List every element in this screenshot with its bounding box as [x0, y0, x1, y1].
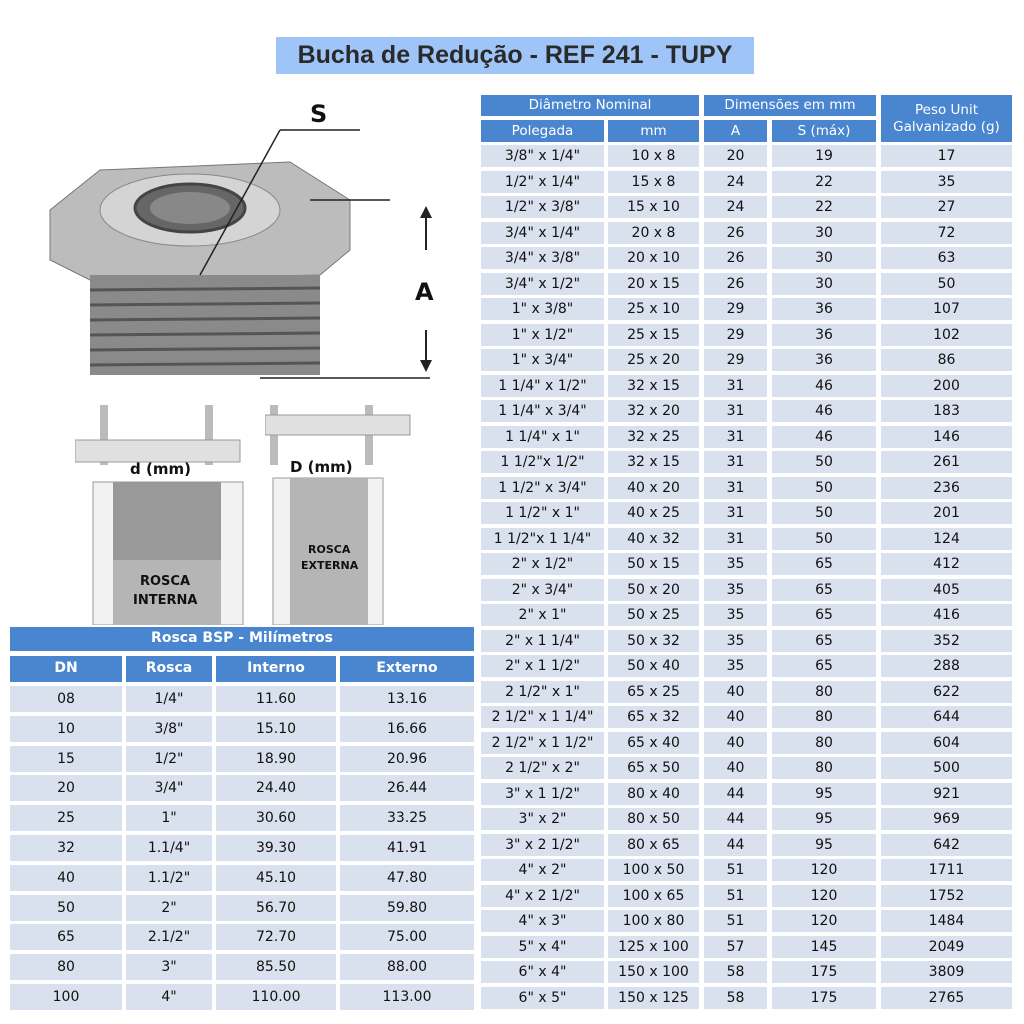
cell-rosca: 2" — [126, 895, 212, 921]
cell-s-max: 46 — [772, 426, 876, 448]
header-mm: mm — [608, 120, 699, 142]
cell-s-max: 46 — [772, 375, 876, 397]
cell-a: 58 — [704, 961, 767, 983]
cell-peso: 642 — [881, 834, 1012, 856]
cell-mm: 65 x 32 — [608, 706, 699, 728]
cell-polegada: 2 1/2" x 1 1/4" — [481, 706, 604, 728]
cell-a: 44 — [704, 834, 767, 856]
cell-mm: 100 x 50 — [608, 859, 699, 881]
cell-dn: 40 — [10, 865, 122, 891]
cell-peso: 183 — [881, 400, 1012, 422]
cell-peso: 201 — [881, 502, 1012, 524]
cell-interno: 24.40 — [216, 775, 336, 801]
cell-a: 26 — [704, 247, 767, 269]
cell-polegada: 3" x 1 1/2" — [481, 783, 604, 805]
header-externo: Externo — [340, 656, 474, 682]
cell-polegada: 1 1/4" x 3/4" — [481, 400, 604, 422]
cell-a: 29 — [704, 298, 767, 320]
cell-peso: 352 — [881, 630, 1012, 652]
cell-peso: 35 — [881, 171, 1012, 193]
cell-externo: 88.00 — [340, 954, 474, 980]
cell-peso: 416 — [881, 604, 1012, 626]
cell-polegada: 1 1/4" x 1" — [481, 426, 604, 448]
cell-a: 35 — [704, 655, 767, 677]
cell-s-max: 30 — [772, 222, 876, 244]
cell-polegada: 6" x 4" — [481, 961, 604, 983]
cell-s-max: 36 — [772, 298, 876, 320]
cell-s-max: 30 — [772, 273, 876, 295]
cell-dn: 80 — [10, 954, 122, 980]
cell-mm: 65 x 25 — [608, 681, 699, 703]
cell-interno: 15.10 — [216, 716, 336, 742]
cell-polegada: 3" x 2" — [481, 808, 604, 830]
cell-peso: 1752 — [881, 885, 1012, 907]
cell-a: 31 — [704, 426, 767, 448]
cell-a: 44 — [704, 808, 767, 830]
cell-polegada: 2 1/2" x 1" — [481, 681, 604, 703]
cell-a: 51 — [704, 910, 767, 932]
cell-mm: 80 x 65 — [608, 834, 699, 856]
cell-s-max: 65 — [772, 655, 876, 677]
cell-externo: 13.16 — [340, 686, 474, 712]
cell-mm: 20 x 15 — [608, 273, 699, 295]
cell-a: 26 — [704, 222, 767, 244]
cell-peso: 102 — [881, 324, 1012, 346]
cell-mm: 20 x 10 — [608, 247, 699, 269]
cell-mm: 32 x 25 — [608, 426, 699, 448]
cell-s-max: 30 — [772, 247, 876, 269]
cell-polegada: 3/4" x 3/8" — [481, 247, 604, 269]
cell-s-max: 95 — [772, 834, 876, 856]
cell-s-max: 145 — [772, 936, 876, 958]
cell-externo: 59.80 — [340, 895, 474, 921]
cell-interno: 56.70 — [216, 895, 336, 921]
cell-peso: 644 — [881, 706, 1012, 728]
cell-peso: 50 — [881, 273, 1012, 295]
cell-a: 35 — [704, 604, 767, 626]
cell-rosca: 1/4" — [126, 686, 212, 712]
cell-dn: 32 — [10, 835, 122, 861]
cell-mm: 150 x 100 — [608, 961, 699, 983]
cell-externo: 20.96 — [340, 746, 474, 772]
cell-interno: 39.30 — [216, 835, 336, 861]
cell-interno: 110.00 — [216, 984, 336, 1010]
cell-mm: 50 x 15 — [608, 553, 699, 575]
cell-mm: 10 x 8 — [608, 145, 699, 167]
cell-a: 44 — [704, 783, 767, 805]
cell-polegada: 1 1/4" x 1/2" — [481, 375, 604, 397]
cell-a: 40 — [704, 757, 767, 779]
cell-a: 40 — [704, 732, 767, 754]
cell-a: 31 — [704, 502, 767, 524]
cell-s-max: 50 — [772, 528, 876, 550]
cell-dn: 25 — [10, 805, 122, 831]
cell-s-max: 65 — [772, 630, 876, 652]
cell-interno: 11.60 — [216, 686, 336, 712]
cell-a: 35 — [704, 553, 767, 575]
cell-rosca: 1.1/2" — [126, 865, 212, 891]
cell-a: 31 — [704, 477, 767, 499]
header-diametro-nominal: Diâmetro Nominal — [481, 95, 699, 116]
cell-mm: 80 x 40 — [608, 783, 699, 805]
cell-a: 29 — [704, 324, 767, 346]
cell-peso: 200 — [881, 375, 1012, 397]
bsp-table-title: Rosca BSP - Milímetros — [10, 627, 474, 651]
cell-s-max: 95 — [772, 783, 876, 805]
cell-mm: 50 x 25 — [608, 604, 699, 626]
cell-polegada: 1" x 1/2" — [481, 324, 604, 346]
cell-rosca: 4" — [126, 984, 212, 1010]
cell-peso: 2765 — [881, 987, 1012, 1009]
cell-polegada: 2" x 1 1/2" — [481, 655, 604, 677]
cell-peso: 107 — [881, 298, 1012, 320]
cell-a: 51 — [704, 885, 767, 907]
cell-polegada: 2" x 1" — [481, 604, 604, 626]
cell-mm: 25 x 10 — [608, 298, 699, 320]
cell-polegada: 2" x 1 1/4" — [481, 630, 604, 652]
cell-a: 40 — [704, 706, 767, 728]
cell-mm: 32 x 15 — [608, 375, 699, 397]
cell-s-max: 50 — [772, 502, 876, 524]
cell-a: 20 — [704, 145, 767, 167]
cell-peso: 72 — [881, 222, 1012, 244]
cell-mm: 50 x 20 — [608, 579, 699, 601]
cell-rosca: 1" — [126, 805, 212, 831]
cell-a: 35 — [704, 630, 767, 652]
cell-s-max: 80 — [772, 732, 876, 754]
cell-mm: 25 x 15 — [608, 324, 699, 346]
cell-mm: 50 x 40 — [608, 655, 699, 677]
cell-dn: 15 — [10, 746, 122, 772]
cell-dn: 65 — [10, 924, 122, 950]
cell-polegada: 1/2" x 3/8" — [481, 196, 604, 218]
cell-peso: 969 — [881, 808, 1012, 830]
cell-s-max: 80 — [772, 681, 876, 703]
cell-s-max: 46 — [772, 400, 876, 422]
header-dimensoes: Dimensões em mm — [704, 95, 876, 116]
header-s: S (máx) — [772, 120, 876, 142]
cell-rosca: 2.1/2" — [126, 924, 212, 950]
cell-polegada: 2" x 1/2" — [481, 553, 604, 575]
cell-a: 58 — [704, 987, 767, 1009]
cell-polegada: 1 1/2" x 3/4" — [481, 477, 604, 499]
s-dimension-label: S — [310, 100, 328, 128]
cell-dn: 100 — [10, 984, 122, 1010]
cell-a: 29 — [704, 349, 767, 371]
cell-a: 51 — [704, 859, 767, 881]
cell-interno: 30.60 — [216, 805, 336, 831]
cell-polegada: 3/8" x 1/4" — [481, 145, 604, 167]
cell-polegada: 2" x 3/4" — [481, 579, 604, 601]
cell-peso: 63 — [881, 247, 1012, 269]
header-a: A — [704, 120, 767, 142]
rosca-externa-label-2: EXTERNA — [301, 559, 359, 572]
cell-mm: 150 x 125 — [608, 987, 699, 1009]
cell-peso: 261 — [881, 451, 1012, 473]
cell-a: 26 — [704, 273, 767, 295]
cell-interno: 45.10 — [216, 865, 336, 891]
cell-a: 57 — [704, 936, 767, 958]
cell-rosca: 1.1/4" — [126, 835, 212, 861]
cell-externo: 26.44 — [340, 775, 474, 801]
cell-polegada: 4" x 3" — [481, 910, 604, 932]
cell-a: 31 — [704, 528, 767, 550]
cell-mm: 125 x 100 — [608, 936, 699, 958]
cell-a: 24 — [704, 171, 767, 193]
cell-mm: 50 x 32 — [608, 630, 699, 652]
cell-peso: 2049 — [881, 936, 1012, 958]
a-dimension-label: A — [415, 278, 434, 306]
cell-peso: 86 — [881, 349, 1012, 371]
cell-a: 40 — [704, 681, 767, 703]
cell-rosca: 3" — [126, 954, 212, 980]
cell-polegada: 4" x 2 1/2" — [481, 885, 604, 907]
cell-mm: 15 x 8 — [608, 171, 699, 193]
d-external-label: D (mm) — [290, 458, 353, 476]
cell-mm: 40 x 20 — [608, 477, 699, 499]
cell-s-max: 22 — [772, 171, 876, 193]
cell-s-max: 22 — [772, 196, 876, 218]
header-dn: DN — [10, 656, 122, 682]
cell-externo: 47.80 — [340, 865, 474, 891]
cell-mm: 80 x 50 — [608, 808, 699, 830]
cell-polegada: 1" x 3/4" — [481, 349, 604, 371]
cell-polegada: 6" x 5" — [481, 987, 604, 1009]
cell-s-max: 36 — [772, 349, 876, 371]
cell-polegada: 5" x 4" — [481, 936, 604, 958]
cell-polegada: 3/4" x 1/4" — [481, 222, 604, 244]
cell-polegada: 1" x 3/8" — [481, 298, 604, 320]
cell-s-max: 95 — [772, 808, 876, 830]
cell-s-max: 19 — [772, 145, 876, 167]
cell-peso: 288 — [881, 655, 1012, 677]
cell-s-max: 175 — [772, 987, 876, 1009]
cell-peso: 622 — [881, 681, 1012, 703]
cell-mm: 20 x 8 — [608, 222, 699, 244]
cell-externo: 113.00 — [340, 984, 474, 1010]
cell-externo: 41.91 — [340, 835, 474, 861]
cell-mm: 40 x 32 — [608, 528, 699, 550]
cell-s-max: 175 — [772, 961, 876, 983]
cell-s-max: 120 — [772, 910, 876, 932]
internal-thread-diagram — [75, 400, 255, 625]
cell-s-max: 65 — [772, 579, 876, 601]
cell-dn: 20 — [10, 775, 122, 801]
cell-s-max: 50 — [772, 451, 876, 473]
cell-polegada: 4" x 2" — [481, 859, 604, 881]
cell-polegada: 2 1/2" x 1 1/2" — [481, 732, 604, 754]
cell-a: 31 — [704, 400, 767, 422]
cell-s-max: 80 — [772, 757, 876, 779]
cell-interno: 18.90 — [216, 746, 336, 772]
cell-polegada: 3/4" x 1/2" — [481, 273, 604, 295]
cell-s-max: 65 — [772, 553, 876, 575]
cell-mm: 32 x 20 — [608, 400, 699, 422]
cell-dn: 50 — [10, 895, 122, 921]
header-rosca: Rosca — [126, 656, 212, 682]
cell-s-max: 36 — [772, 324, 876, 346]
cell-peso: 921 — [881, 783, 1012, 805]
cell-interno: 72.70 — [216, 924, 336, 950]
cell-peso: 405 — [881, 579, 1012, 601]
cell-peso: 3809 — [881, 961, 1012, 983]
cell-peso: 412 — [881, 553, 1012, 575]
header-peso: Peso Unit Galvanizado (g) — [881, 95, 1012, 142]
cell-interno: 85.50 — [216, 954, 336, 980]
cell-mm: 40 x 25 — [608, 502, 699, 524]
cell-peso: 146 — [881, 426, 1012, 448]
cell-mm: 100 x 80 — [608, 910, 699, 932]
cell-peso: 17 — [881, 145, 1012, 167]
cell-peso: 1711 — [881, 859, 1012, 881]
header-interno: Interno — [216, 656, 336, 682]
cell-externo: 33.25 — [340, 805, 474, 831]
rosca-externa-label-1: ROSCA — [308, 543, 351, 556]
cell-peso: 604 — [881, 732, 1012, 754]
cell-dn: 08 — [10, 686, 122, 712]
cell-peso: 500 — [881, 757, 1012, 779]
fitting-illustration — [40, 100, 460, 390]
external-thread-diagram — [265, 400, 415, 625]
cell-mm: 25 x 20 — [608, 349, 699, 371]
cell-s-max: 120 — [772, 885, 876, 907]
cell-a: 31 — [704, 375, 767, 397]
cell-polegada: 1 1/2"x 1 1/4" — [481, 528, 604, 550]
cell-peso: 124 — [881, 528, 1012, 550]
cell-a: 31 — [704, 451, 767, 473]
cell-mm: 100 x 65 — [608, 885, 699, 907]
cell-rosca: 3/8" — [126, 716, 212, 742]
cell-a: 35 — [704, 579, 767, 601]
cell-mm: 32 x 15 — [608, 451, 699, 473]
cell-rosca: 3/4" — [126, 775, 212, 801]
cell-mm: 15 x 10 — [608, 196, 699, 218]
cell-polegada: 3" x 2 1/2" — [481, 834, 604, 856]
cell-dn: 10 — [10, 716, 122, 742]
cell-polegada: 1/2" x 1/4" — [481, 171, 604, 193]
cell-s-max: 50 — [772, 477, 876, 499]
cell-s-max: 120 — [772, 859, 876, 881]
cell-peso: 236 — [881, 477, 1012, 499]
cell-mm: 65 x 40 — [608, 732, 699, 754]
cell-rosca: 1/2" — [126, 746, 212, 772]
cell-externo: 75.00 — [340, 924, 474, 950]
cell-s-max: 65 — [772, 604, 876, 626]
cell-s-max: 80 — [772, 706, 876, 728]
cell-externo: 16.66 — [340, 716, 474, 742]
cell-mm: 65 x 50 — [608, 757, 699, 779]
cell-peso: 1484 — [881, 910, 1012, 932]
cell-a: 24 — [704, 196, 767, 218]
cell-peso: 27 — [881, 196, 1012, 218]
page-title: Bucha de Redução - REF 241 - TUPY — [276, 37, 754, 74]
d-internal-label: d (mm) — [130, 460, 191, 478]
header-polegada: Polegada — [481, 120, 604, 142]
cell-polegada: 1 1/2"x 1/2" — [481, 451, 604, 473]
rosca-interna-label-1: ROSCA — [140, 574, 191, 589]
cell-polegada: 1 1/2" x 1" — [481, 502, 604, 524]
cell-polegada: 2 1/2" x 2" — [481, 757, 604, 779]
rosca-interna-label-2: INTERNA — [133, 593, 198, 608]
